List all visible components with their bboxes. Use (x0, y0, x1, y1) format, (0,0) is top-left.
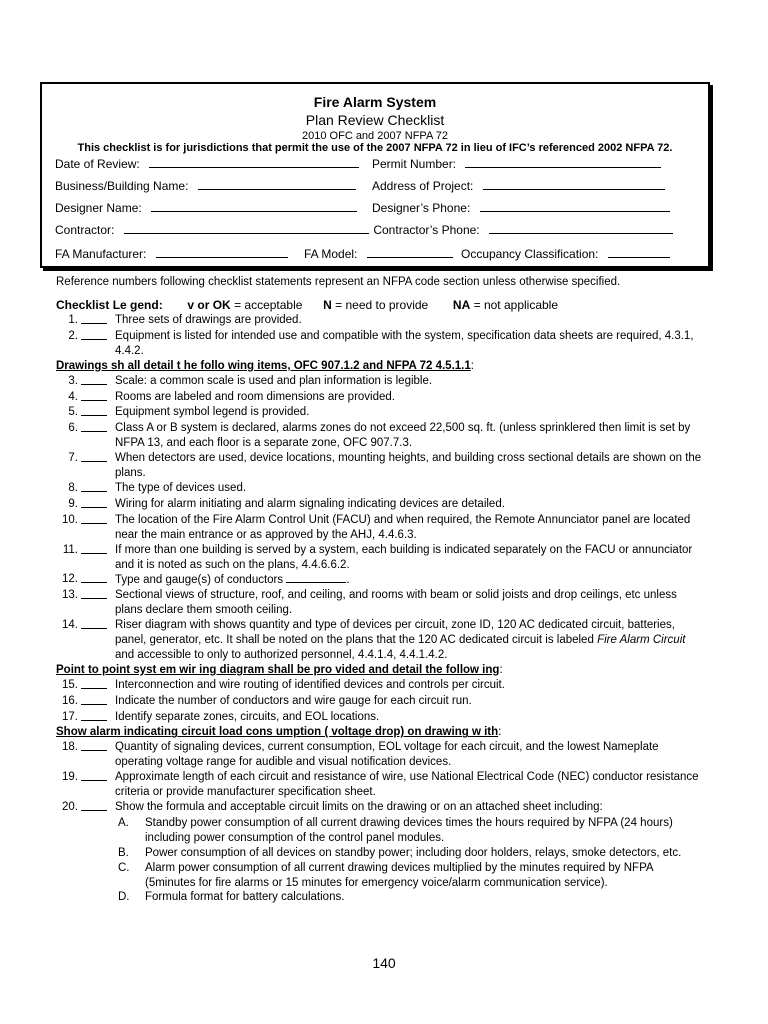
contractor-phone-field[interactable] (357, 222, 673, 237)
checklist-item (56, 313, 706, 329)
date-of-review-line[interactable] (149, 156, 359, 168)
fa-model-label: FA Model: (304, 247, 358, 261)
check-blank[interactable] (81, 405, 107, 416)
item-number: 17. (62, 710, 78, 723)
checklist-item (56, 800, 706, 816)
page-number: 140 (372, 955, 396, 971)
section-heading-point-to-point: Point to point syst em wir ing diagram shall be pro vided and detail the follow ing: (56, 663, 503, 676)
item-number: 19. (62, 771, 78, 784)
item-text: Equipment symbol legend is provided. (115, 406, 310, 419)
item-text: Three sets of drawings are provided. (115, 314, 302, 326)
address-line[interactable] (483, 178, 665, 190)
legend-ok-text: = acceptable (234, 298, 303, 312)
item-number: 2. (68, 329, 78, 342)
legend-na-key: NA (452, 298, 471, 312)
form-subtitle: Plan Review Checklist (305, 112, 445, 128)
reference-note: Reference numbers following checklist statements represent an NFPA code section unless otherwise specified. (56, 276, 621, 288)
permit-number-line[interactable] (465, 156, 661, 168)
item-number: 15. (62, 678, 78, 691)
item-text: Quantity of signaling devices, current consumption, EOL voltage for each circuit, and the lowest Nameplate operating voltage range for audible and visual notification devices. (115, 741, 659, 769)
legend-label: Checklist Le gend: (56, 298, 163, 312)
contractor-field[interactable] (55, 222, 364, 237)
check-blank[interactable] (81, 770, 107, 781)
item-text: Sectional views of structure, roof, and ceiling, and rooms with beam or solid joists and drop ceilings, etc unless plans declare them smooth ceiling. (115, 589, 677, 617)
business-name-line[interactable] (198, 178, 356, 190)
section-heading-load: Show alarm indicating circuit load cons umption ( voltage drop) on drawing w ith: (56, 726, 502, 739)
checklist-legend (56, 298, 558, 312)
permit-number-label: Permit Number: (372, 157, 457, 171)
item-number: 8. (68, 481, 78, 494)
checklist-item (56, 740, 706, 770)
check-blank[interactable] (81, 710, 107, 721)
form-title: Fire Alarm System (313, 94, 437, 110)
date-of-review-label: Date of Review: (55, 157, 140, 171)
check-blank[interactable] (81, 374, 107, 385)
checklist-item (56, 390, 706, 406)
checklist-item (56, 678, 706, 694)
conductor-type-blank[interactable] (286, 572, 346, 583)
contractor-phone-lead-line (357, 222, 369, 234)
checklist (56, 313, 706, 905)
checklist-item: 12. Type and gauge(s) of conductors . (56, 572, 706, 588)
item-number: 13. (62, 589, 78, 602)
designer-phone-label: Designer’s Phone: (372, 201, 471, 215)
permit-number-field[interactable] (372, 156, 661, 171)
check-blank[interactable] (81, 740, 107, 751)
check-blank[interactable] (81, 588, 107, 599)
jurisdiction-notice: This checklist is for jurisdictions that permit the use of the 2007 NFPA 72 in lieu of IFC’s referenced 2002 NFPA 72. (77, 142, 673, 154)
item-text: Riser diagram with shows quantity and type of devices per circuit, zone ID, 120 AC dedicated circuit, batteries, panel, generator, etc. It shall be noted on the plans that the 120 AC dedicated circuit is labeled (115, 619, 675, 647)
item-text: Wiring for alarm initiating and alarm signaling indicating devices are detailed. (115, 497, 505, 510)
item-text: Indicate the number of conductors and wire gauge for each circuit run. (115, 694, 472, 707)
designer-phone-field[interactable] (372, 200, 670, 215)
fa-manufacturer-field[interactable] (55, 246, 288, 261)
checklist-item (56, 451, 706, 481)
item-text: Identify separate zones, circuits, and EOL locations. (115, 710, 380, 723)
item-number: 5. (68, 406, 78, 419)
subitem-letter: B. (118, 846, 129, 859)
item-text: Interconnection and wire routing of identified devices and controls per circuit. (115, 678, 505, 691)
contractor-label: Contractor: (55, 223, 115, 237)
business-name-label: Business/Building Name: (55, 179, 189, 193)
subitem-text: Formula format for battery calculations. (145, 891, 345, 904)
fa-manufacturer-label: FA Manufacturer: (55, 247, 147, 261)
address-label: Address of Project: (372, 179, 474, 193)
item-number: 9. (68, 497, 78, 510)
checklist-item (56, 543, 706, 573)
item-number: 11. (62, 543, 78, 556)
checklist-item (56, 497, 706, 513)
occupancy-label: Occupancy Classification: (461, 247, 599, 261)
check-blank[interactable] (81, 421, 107, 432)
subitem-text: Standby power consumption of all current drawing devices times the hours required by NFPA (24 hours) including power consumption of the control panel modules. (145, 816, 673, 844)
occupancy-line[interactable] (608, 246, 670, 258)
item-text: The type of devices used. (115, 481, 247, 494)
check-blank[interactable] (81, 678, 107, 689)
contractor-phone-line[interactable] (489, 222, 673, 234)
designer-name-field[interactable] (55, 200, 357, 215)
item-number: 16. (62, 694, 78, 707)
subitem-letter: C. (118, 861, 130, 874)
item-number: 12. (62, 573, 78, 586)
header-box (40, 82, 710, 268)
checklist-subitem (56, 846, 706, 861)
checklist-subitem (56, 861, 706, 891)
subitem-letter: A. (118, 816, 129, 829)
item-text: When detectors are used, device locations, mounting heights, and building cross sectional details are shown on the plans. (115, 452, 702, 480)
check-blank[interactable] (81, 618, 107, 629)
checklist-item (56, 588, 706, 618)
item-text: The location of the Fire Alarm Control Unit (FACU) and when required, the Remote Annunciator panel are located near the main entrance or as approved by the AHJ, 4.4.6.3. (115, 513, 691, 541)
check-blank[interactable] (81, 329, 107, 340)
item-number: 6. (68, 422, 78, 435)
date-of-review-field[interactable] (55, 156, 359, 171)
item-number: 1. (68, 314, 78, 326)
item-number: 3. (68, 374, 78, 387)
code-editions: 2010 OFC and 2007 NFPA 72 (302, 130, 448, 142)
check-blank[interactable] (81, 451, 107, 462)
legend-n-text: = need to provide (335, 298, 429, 312)
checklist-item (56, 710, 706, 726)
check-blank[interactable] (81, 313, 107, 324)
check-blank[interactable] (81, 390, 107, 401)
check-blank[interactable] (81, 513, 107, 524)
fa-model-field[interactable] (304, 246, 453, 261)
checklist-item (56, 374, 706, 390)
subitem-text: Power consumption of all devices on standby power; including door holders, relays, smoke detectors, etc. (145, 846, 682, 859)
item-text-italic: Fire Alarm Circuit (597, 634, 686, 647)
fa-manufacturer-line[interactable] (156, 246, 288, 258)
legend-na-text: = not applicable (473, 298, 559, 312)
subitem-text: Alarm power consumption of all current drawing devices multiplied by the minutes required by NFPA (5minutes for fire alarms or 15 minutes for emergency voice/alarm communication service). (145, 861, 653, 889)
contractor-phone-label: Contractor’s Phone: (373, 223, 480, 237)
checklist-item (56, 770, 706, 800)
item-text: Approximate length of each circuit and resistance of wire, use National Electrical Code (NEC) conductor resistance criteria or provide manufacturer specification sheet. (115, 771, 699, 799)
item-number: 14. (62, 619, 78, 632)
checklist-subitem (56, 816, 706, 846)
item-text: Equipment is listed for intended use and compatible with the system, specification data sheets are required, 4.3.1, 4.4.2. (115, 329, 694, 357)
check-blank[interactable] (81, 481, 107, 492)
designer-name-label: Designer Name: (55, 201, 142, 215)
checklist-item (56, 421, 706, 451)
item-text: Scale: a common scale is used and plan information is legible. (115, 374, 433, 387)
occupancy-field[interactable] (461, 246, 670, 261)
checklist-item (56, 405, 706, 421)
checklist-item (56, 694, 706, 710)
check-blank[interactable] (81, 572, 107, 583)
checklist-item (56, 618, 706, 663)
business-name-field[interactable] (55, 178, 356, 193)
checklist-item (56, 329, 706, 359)
item-number: 7. (68, 452, 78, 465)
item-number: 4. (68, 390, 78, 403)
item-number: 18. (62, 741, 78, 754)
address-field[interactable] (372, 178, 665, 193)
checklist-subitem (56, 890, 706, 905)
check-blank[interactable] (81, 543, 107, 554)
legend-n-key: N (323, 298, 332, 312)
item-text: Type and gauge(s) of conductors (115, 574, 284, 587)
designer-phone-line[interactable] (480, 200, 670, 212)
designer-name-line[interactable] (151, 200, 357, 212)
item-text-end: and accessible to only to authorized personnel, 4.4.1.4, 4.4.1.4.2. (115, 648, 448, 661)
check-blank[interactable] (81, 800, 107, 811)
item-number: 10. (62, 513, 78, 526)
checklist-item (56, 513, 706, 543)
check-blank[interactable] (81, 694, 107, 705)
contractor-line[interactable] (124, 222, 364, 234)
fa-model-line[interactable] (367, 246, 453, 258)
item-text: If more than one building is served by a system, each building is indicated separately on the FACU or annunciator and it is noted as such on the plans, 4.4.6.6.2. (115, 543, 693, 571)
item-number: 20. (62, 801, 78, 813)
item-text: Show the formula and acceptable circuit limits on the drawing or on an attached sheet including: (115, 801, 603, 813)
check-blank[interactable] (81, 497, 107, 508)
checklist-item (56, 481, 706, 497)
section-heading-drawings: Drawings sh all detail t he follo wing items, OFC 907.1.2 and NFPA 72 4.5.1.1: (56, 359, 474, 372)
item-text: Rooms are labeled and room dimensions are provided. (115, 390, 395, 403)
item-text: Class A or B system is declared, alarms zones do not exceed 22,500 sq. ft. (unless sprinklered then limit is set by NFPA 13, and each floor is a separate zone, OFC 907.7.3. (115, 422, 691, 450)
legend-ok-key: v or OK (187, 298, 231, 312)
subitem-letter: D. (118, 891, 130, 904)
